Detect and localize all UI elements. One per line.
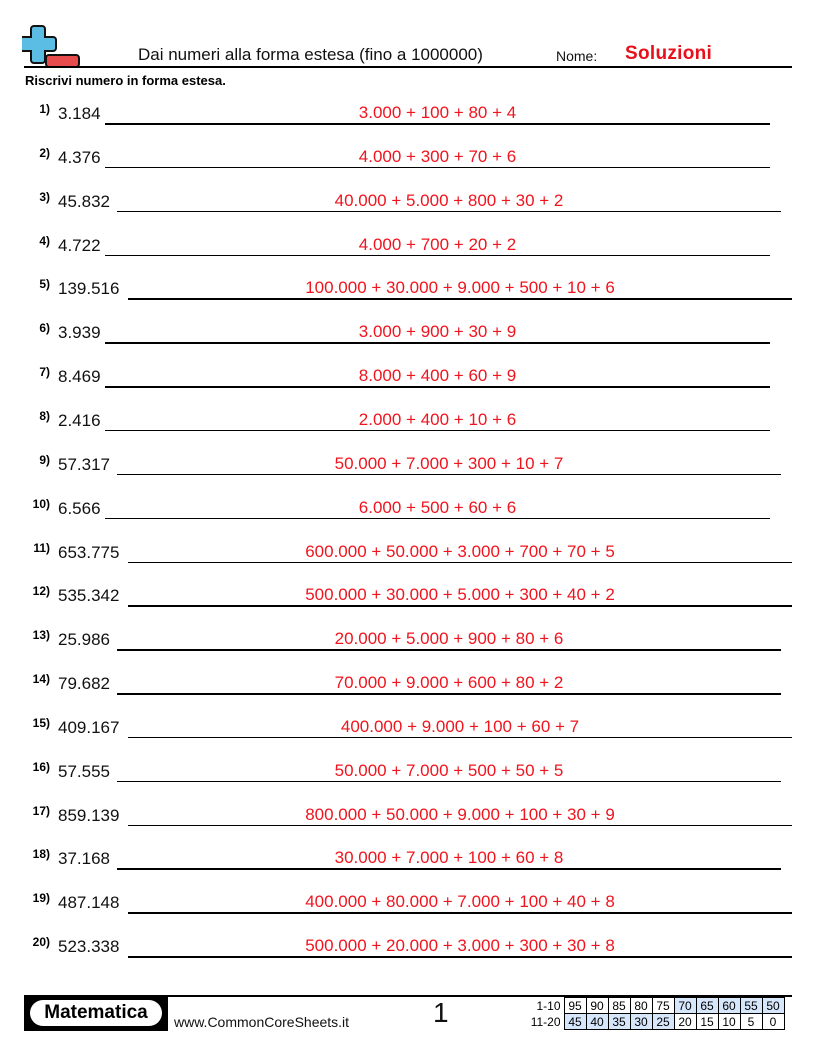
expanded-form-answer: 70.000 + 9.000 + 600 + 80 + 2 xyxy=(334,673,564,693)
score-row xyxy=(522,1014,784,1030)
problem-number-value: 4.722 xyxy=(58,235,101,255)
score-cell: 70 xyxy=(674,998,696,1014)
problem-number-value: 45.832 xyxy=(58,191,110,211)
problem-row xyxy=(0,190,816,220)
expanded-form-answer: 100.000 + 30.000 + 9.000 + 500 + 10 + 6 xyxy=(305,278,615,298)
score-cell: 60 xyxy=(718,998,740,1014)
expanded-form-answer: 50.000 + 7.000 + 500 + 50 + 5 xyxy=(334,760,564,780)
problem-number-value: 4.376 xyxy=(58,147,101,167)
problem-number-value: 653.775 xyxy=(58,542,120,562)
answer-line[interactable] xyxy=(105,123,770,125)
expanded-form-answer: 800.000 + 50.000 + 9.000 + 100 + 30 + 9 xyxy=(305,804,615,824)
problem-number: 11) xyxy=(33,540,50,555)
problem-number: 3) xyxy=(39,189,50,204)
score-cell: 0 xyxy=(762,1014,784,1030)
problem-row xyxy=(0,541,816,571)
problem-row xyxy=(0,716,816,746)
problem-number: 18) xyxy=(32,847,50,862)
problem-number-value: 535.342 xyxy=(58,586,120,606)
answer-line[interactable] xyxy=(128,737,792,739)
score-cell: 20 xyxy=(674,1014,696,1030)
problem-number-value: 487.148 xyxy=(58,893,120,913)
score-cell: 65 xyxy=(696,998,718,1014)
problem-number: 10) xyxy=(32,496,50,511)
problem-number: 19) xyxy=(32,891,50,906)
name-value: Soluzioni xyxy=(625,43,713,64)
score-cell: 25 xyxy=(652,1014,674,1030)
score-cell: 75 xyxy=(652,998,674,1014)
problem-number-value: 79.682 xyxy=(58,674,110,694)
answer-line[interactable] xyxy=(128,825,792,827)
answer-line[interactable] xyxy=(105,255,770,257)
problem-row xyxy=(0,146,816,176)
score-cell: 85 xyxy=(608,998,630,1014)
header-divider xyxy=(24,66,792,68)
expanded-form-answer: 4.000 + 300 + 70 + 6 xyxy=(358,146,517,166)
answer-line[interactable] xyxy=(105,342,770,344)
expanded-form-answer: 50.000 + 7.000 + 300 + 10 + 7 xyxy=(334,453,564,473)
score-cell: 15 xyxy=(696,1014,718,1030)
expanded-form-answer: 30.000 + 7.000 + 100 + 60 + 8 xyxy=(334,848,564,868)
problem-number-value: 57.555 xyxy=(58,761,110,781)
problem-number-value: 523.338 xyxy=(58,937,120,957)
brand-label: Matematica xyxy=(30,1000,162,1026)
answer-line[interactable] xyxy=(105,167,770,169)
expanded-form-answer: 400.000 + 9.000 + 100 + 60 + 7 xyxy=(340,716,580,736)
score-cell: 90 xyxy=(586,998,608,1014)
problem-row xyxy=(0,453,816,483)
answer-line[interactable] xyxy=(105,430,770,432)
problem-number-value: 37.168 xyxy=(58,849,110,869)
problem-number-value: 139.516 xyxy=(58,279,120,299)
expanded-form-answer: 4.000 + 700 + 20 + 2 xyxy=(358,234,517,254)
score-range-label: 11-20 xyxy=(530,1014,561,1029)
problem-row xyxy=(0,891,816,921)
score-cell: 5 xyxy=(740,1014,762,1030)
problem-row xyxy=(0,321,816,351)
score-cell: 30 xyxy=(630,1014,652,1030)
score-cell: 55 xyxy=(740,998,762,1014)
score-cell: 40 xyxy=(586,1014,608,1030)
problem-number-value: 8.469 xyxy=(58,367,101,387)
problem-row xyxy=(0,234,816,264)
expanded-form-answer: 8.000 + 400 + 60 + 9 xyxy=(358,366,517,386)
problem-row xyxy=(0,277,816,307)
score-cell: 50 xyxy=(762,998,784,1014)
problem-row xyxy=(0,365,816,395)
problem-number: 7) xyxy=(39,365,50,380)
problem-number: 15) xyxy=(32,715,50,730)
problem-number-value: 2.416 xyxy=(58,410,101,430)
expanded-form-answer: 3.000 + 100 + 80 + 4 xyxy=(358,103,517,122)
problem-number: 14) xyxy=(32,672,50,687)
problem-number: 6) xyxy=(39,321,50,336)
answer-line[interactable] xyxy=(128,912,792,914)
problem-row xyxy=(0,804,816,834)
answer-line[interactable] xyxy=(128,605,792,607)
answer-line[interactable] xyxy=(105,386,770,388)
answer-line[interactable] xyxy=(117,693,781,695)
score-cell: 80 xyxy=(630,998,652,1014)
problem-number: 4) xyxy=(39,233,50,248)
problem-number-value: 859.139 xyxy=(58,805,120,825)
problem-number: 16) xyxy=(32,759,50,774)
answer-line[interactable] xyxy=(105,518,770,520)
problem-row xyxy=(0,847,816,877)
answer-line[interactable] xyxy=(117,868,781,870)
problem-number: 13) xyxy=(32,628,50,643)
answer-line[interactable] xyxy=(117,649,781,651)
problem-number-value: 25.986 xyxy=(58,630,110,650)
problem-number-value: 3.939 xyxy=(58,323,101,343)
expanded-form-answer: 20.000 + 5.000 + 900 + 80 + 6 xyxy=(334,629,564,649)
score-range-label: 1-10 xyxy=(536,998,561,1013)
expanded-form-answer: 500.000 + 20.000 + 3.000 + 300 + 30 + 8 xyxy=(305,936,615,956)
problem-row xyxy=(0,760,816,790)
plus-minus-logo-icon xyxy=(22,24,80,68)
score-cell: 35 xyxy=(608,1014,630,1030)
expanded-form-answer: 400.000 + 80.000 + 7.000 + 100 + 40 + 8 xyxy=(305,892,615,912)
answer-line[interactable] xyxy=(128,956,792,958)
problem-number-value: 409.167 xyxy=(58,717,120,737)
expanded-form-answer: 500.000 + 30.000 + 5.000 + 300 + 40 + 2 xyxy=(305,585,615,605)
answer-line[interactable] xyxy=(128,298,792,300)
problem-number-value: 57.317 xyxy=(58,454,110,474)
problem-number: 17) xyxy=(32,803,50,818)
expanded-form-answer: 40.000 + 5.000 + 800 + 30 + 2 xyxy=(334,190,564,210)
problem-row xyxy=(0,497,816,527)
score-table xyxy=(522,997,785,1030)
brand-badge xyxy=(24,995,168,1031)
name-label: Nome: xyxy=(556,48,598,64)
score-cell: 45 xyxy=(564,1014,586,1030)
problem-number: 5) xyxy=(39,277,50,292)
answer-line[interactable] xyxy=(117,474,781,476)
answer-line[interactable] xyxy=(117,211,781,213)
score-row xyxy=(522,998,784,1014)
score-cell: 95 xyxy=(564,998,586,1014)
problem-number-value: 6.566 xyxy=(58,498,101,518)
problem-number: 1) xyxy=(39,102,50,116)
score-cell: 10 xyxy=(718,1014,740,1030)
instructions: Riscrivi numero in forma estesa. xyxy=(25,73,226,88)
worksheet-title: Dai numeri alla forma estesa (fino a 1000000) xyxy=(138,45,483,64)
problem-number: 12) xyxy=(32,584,50,599)
problem-number: 20) xyxy=(32,935,50,950)
problem-row xyxy=(0,409,816,439)
problem-row xyxy=(0,935,816,965)
problem-number: 9) xyxy=(39,452,50,467)
answer-line[interactable] xyxy=(117,781,781,783)
expanded-form-answer: 600.000 + 50.000 + 3.000 + 700 + 70 + 5 xyxy=(305,541,615,561)
problem-row xyxy=(0,628,816,658)
site-url: www.CommonCoreSheets.it xyxy=(174,1014,350,1030)
expanded-form-answer: 6.000 + 500 + 60 + 6 xyxy=(358,497,517,517)
problem-number: 8) xyxy=(39,408,50,423)
problem-row xyxy=(0,102,816,132)
expanded-form-answer: 2.000 + 400 + 10 + 6 xyxy=(358,409,517,429)
page-number: 1 xyxy=(433,997,449,1028)
answer-line[interactable] xyxy=(128,562,792,564)
expanded-form-answer: 3.000 + 900 + 30 + 9 xyxy=(358,322,517,342)
problem-row xyxy=(0,672,816,702)
problem-row xyxy=(0,584,816,614)
problem-number-value: 3.184 xyxy=(58,104,101,123)
problem-number: 2) xyxy=(39,145,50,160)
